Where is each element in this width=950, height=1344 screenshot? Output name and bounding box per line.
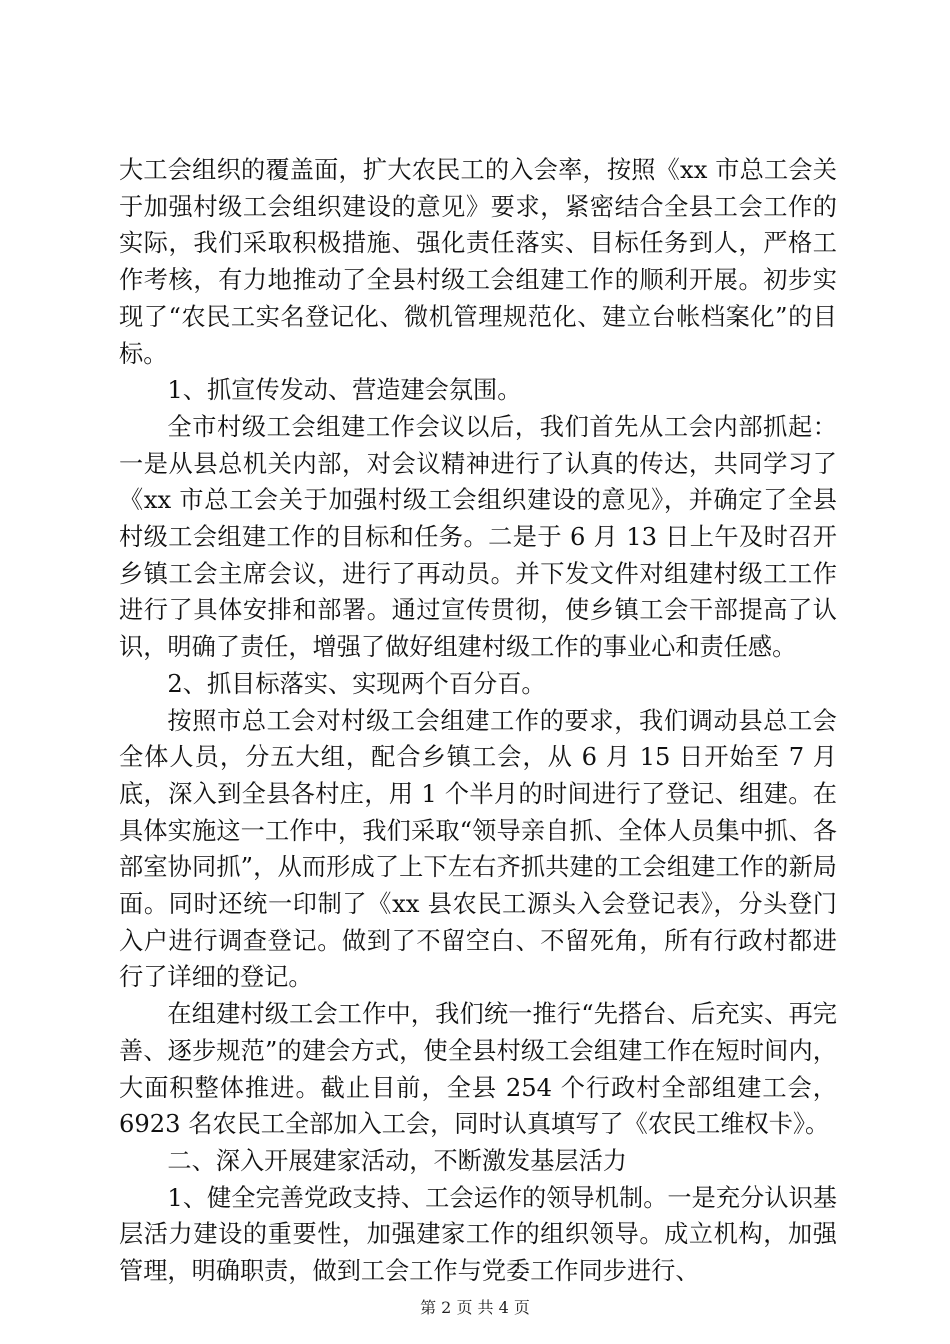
page-footer	[0, 1298, 950, 1318]
paragraph-5: 1、健全完善党政支持、工会运作的领导机制。一是充分认识基层活力建设的重要性，加强建家工作的组织领导。成立机构，加强管理，明确职责，做到工会工作与党委工作同步进行、	[119, 1183, 837, 1286]
paragraph-2: 全市村级工会组建工作会议以后，我们首先从工会内部抓起：一是从县总机关内部，对会议精神进行了认真的传达，共同学习了《xx 市总工会关于加强村级工会组织建设的意见》，并确定了全县村级工会组建工作的目标和任务。二是于 6 月 13 日上午及时召开乡镇工会主席会议，进行了再动员。并下发文件对组建村级工工作进行了具体安排和部署。通过宣传贯彻，使乡镇工会干部提高了认识，明确了责任，增强了做好组建村级工作的事业心和责任感。	[119, 412, 837, 662]
section-heading-1: 1、抓宣传发动、营造建会氛围。	[167, 376, 522, 405]
section-heading-2: 2、抓目标落实、实现两个百分百。	[167, 669, 546, 698]
section-heading-3: 二、深入开展建家活动，不断激发基层活力	[167, 1146, 627, 1175]
document-body	[119, 152, 837, 1290]
page-number-label: 第 2 页 共 4 页	[420, 1298, 530, 1317]
paragraph-3: 按照市总工会对村级工会组建工作的要求，我们调动县总工会全体人员，分五大组，配合乡镇工会，从 6 月 15 日开始至 7 月底，深入到全县各村庄，用 1 个半月的时间进行了登记、组建。在具体实施这一工作中，我们采取“领导亲自抓、全体人员集中抓、各部室协同抓”，从而形成了上下左右齐抓共建的工会组建工作的新局面。同时还统一印制了《xx 县农民工源头入会登记表》，分头登门入户进行调查登记。做到了不留空白、不留死角，所有行政村都进行了详细的登记。	[119, 706, 837, 992]
paragraph-4: 在组建村级工会工作中，我们统一推行“先搭台、后充实、再完善、逐步规范”的建会方式，使全县村级工会组建工作在短时间内，大面积整体推进。截止目前，全县 254 个行政村全部组建工会，6923 名农民工全部加入工会，同时认真填写了《农民工维权卡》。	[119, 1000, 837, 1139]
paragraph-1: 大工会组织的覆盖面，扩大农民工的入会率，按照《xx 市总工会关于加强村级工会组织建设的意见》要求，紧密结合全县工会工作的实际，我们采取积极措施、强化责任落实、目标任务到人，严格工作考核，有力地推动了全县村级工会组建工作的顺利开展。初步实现了“农民工实名登记化、微机管理规范化、建立台帐档案化”的目标。	[119, 156, 837, 368]
